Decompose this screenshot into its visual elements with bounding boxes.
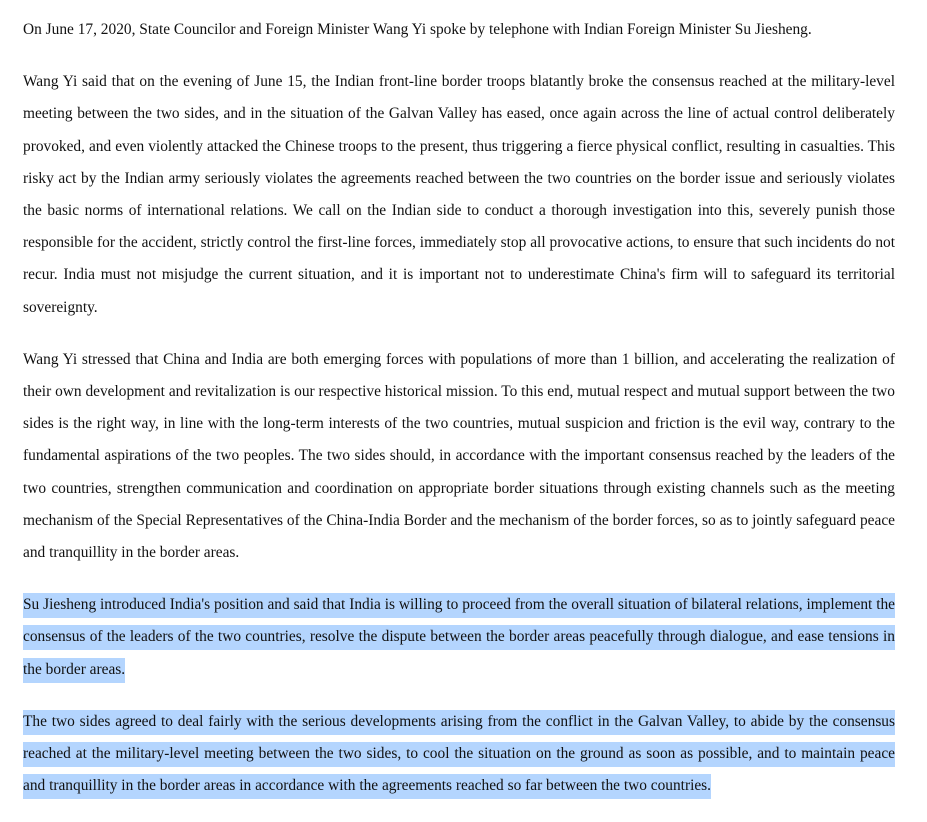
document-body bbox=[23, 14, 895, 822]
paragraph-wang-yi-stressed-text: Wang Yi stressed that China and India are both emerging forces with populations of more than 1 billion, and accelerating the realization of their own development and revitalization is our respective historical mission. To this end, mutual respect and mutual support between the two sides is the right way, in line with the long-term interests of the two countries, mutual suspicion and friction is the evil way, contrary to the fundamental aspirations of the two peoples. The two sides should, in accordance with the important consensus reached by the leaders of the two countries, strengthen communication and coordination on appropriate border situations through existing channels such as the meeting mechanism of the Special Representatives of the China-India Border and the mechanism of the border forces, so as to jointly safeguard peace and tranquillity in the border areas. bbox=[23, 350, 895, 562]
paragraph-wang-yi-statement-text: Wang Yi said that on the evening of June 15, the Indian front-line border troops blatantly broke the consensus reached at the military-level meeting between the two sides, and in the situation of the Galvan Valley has eased, once again across the line of actual control deliberately provoked, and even violently attacked the Chinese troops to the present, thus triggering a fierce physical conflict, resulting in casualties. This risky act by the Indian army seriously violates the agreements reached between the two countries on the border issue and seriously violates the basic norms of international relations. We call on the Indian side to conduct a thorough investigation into this, severely punish those responsible for the accident, strictly control the first-line forces, immediately stop all provocative actions, to ensure that such incidents do not recur. India must not misjudge the current situation, and it is important not to underestimate China's firm will to safeguard its territorial sovereignty. bbox=[23, 73, 895, 316]
paragraph-intro-text: On June 17, 2020, State Councilor and Foreign Minister Wang Yi spoke by telephone with Indian Foreign Minister Su Jiesheng. bbox=[23, 21, 812, 38]
paragraph-wang-yi-stressed bbox=[23, 344, 895, 569]
selected-text-su-jiesheng[interactable]: Su Jiesheng introduced India's position and said that India is willing to proceed from the overall situation of bilateral relations, implement the consensus of the leaders of the two countries, resolve the dispute between the border areas peacefully through dialogue, and ease tensions in the border areas. bbox=[23, 593, 895, 682]
selected-text-agreement[interactable]: The two sides agreed to deal fairly with the serious developments arising from the conflict in the Galvan Valley, to abide by the consensus reached at the military-level meeting between the two sides, to cool the situation on the ground as soon as possible, and to maintain peace and tranquillity in the border areas in accordance with the agreements reached so far between the two countries. bbox=[23, 710, 895, 799]
paragraph-su-jiesheng-position[interactable] bbox=[23, 589, 895, 686]
paragraph-agreement[interactable] bbox=[23, 706, 895, 803]
paragraph-wang-yi-statement bbox=[23, 66, 895, 324]
paragraph-intro bbox=[23, 14, 895, 46]
